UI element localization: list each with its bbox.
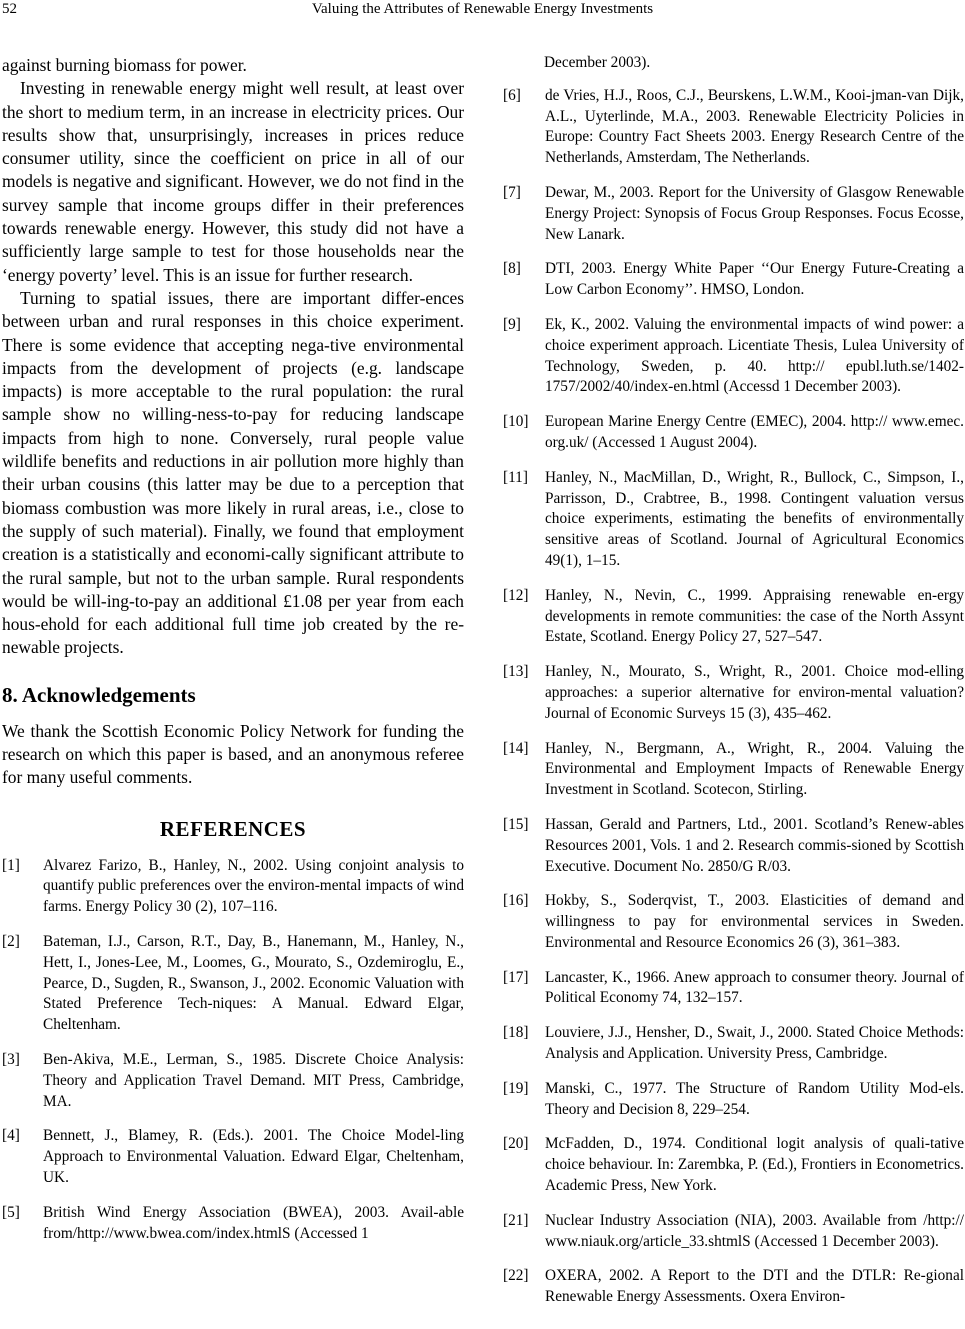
- reference-item: [503, 468, 964, 572]
- reference-text: Alvarez Farizo, B., Hanley, N., 2002. Using conjoint analysis to quantify public preferences over the environ-mental impacts of wind farms. Energy Policy 30 (2), 107–116.: [43, 856, 464, 916]
- reference-continuation: December 2003).: [544, 54, 651, 71]
- reference-item: [503, 259, 964, 301]
- right-column: [503, 53, 964, 1322]
- reference-item: [503, 739, 964, 801]
- reference-number: [8]: [503, 260, 521, 278]
- reference-item: [503, 86, 964, 169]
- reference-number: [22]: [503, 1267, 529, 1285]
- reference-text: Manski, C., 1977. The Structure of Random Utility Mod-els. Theory and Decision 8, 229–254.: [545, 1079, 964, 1118]
- reference-item: [503, 183, 964, 245]
- reference-text: McFadden, D., 1974. Conditional logit analysis of quali-tative choice behaviour. In: Zarembka, P. (Ed.), Frontiers in Econometrics. Academic Press, New York.: [545, 1135, 964, 1195]
- reference-text: Dewar, M., 2003. Report for the University of Glasgow Renewable Energy Project: Synopsis of Focus Group Responses. Focus Ecosse, New Lanark.: [545, 183, 964, 243]
- reference-item: [2, 1050, 464, 1112]
- reference-number: [18]: [503, 1024, 529, 1042]
- reference-number: [5]: [2, 1203, 20, 1221]
- reference-number: [19]: [503, 1079, 529, 1097]
- reference-item: [503, 891, 964, 953]
- reference-number: [21]: [503, 1211, 529, 1229]
- reference-text: Hassan, Gerald and Partners, Ltd., 2001. Scotland’s Renew-ables Resources 2001, Vols. 1 and 2. Research commis-sioned by Scottish Executive. Document No. 2850/G R/03.: [545, 815, 964, 875]
- reference-text: OXERA, 2002. A Report to the DTI and the DTLR: Re-gional Renewable Energy Assessments. Oxera Environ-: [545, 1267, 964, 1306]
- reference-text: de Vries, H.J., Roos, C.J., Beurskens, L.W.M., Kooi-jman-van Dijk, A.L., Uyterlinde, M.A., 2003. Renewable Electricity Policies in Europe: Country Fact Sheets 2003. Energy Research Centre of the Netherlands, Amsterdam, The Netherlands.: [545, 86, 964, 167]
- reference-text: European Marine Energy Centre (EMEC), 2004. http:// www.emec. org.uk/ (Accessed 1 August 2004).: [545, 413, 964, 451]
- reference-item: [503, 1079, 964, 1121]
- reference-text: Louviere, J.J., Hensher, D., Swait, J., 2000. Stated Choice Methods: Analysis and Application. University Press, Cambridge.: [545, 1024, 964, 1063]
- reference-number: [3]: [2, 1050, 20, 1068]
- reference-list: [2, 856, 464, 1245]
- reference-number: [13]: [503, 663, 529, 681]
- reference-text: Ek, K., 2002. Valuing the environmental impacts of wind power: a choice experiment approach. Licentiate Thesis, Lulea University of Technology, Sweden, p. 40. http:// epubl.luth.se/1402-1757/2002/40/index-en.html (Accessd 1 December 2003).: [545, 315, 964, 396]
- references-heading: REFERENCES: [159, 816, 307, 841]
- reference-text: Bennett, J., Blamey, R. (Eds.). 2001. The Choice Model-ling Approach to Environmental Valuation. Edward Elgar, Cheltenham, UK.: [43, 1127, 464, 1186]
- reference-number: [11]: [503, 468, 528, 486]
- left-column: [2, 54, 464, 1258]
- reference-text: Hanley, N., MacMillan, D., Wright, R., Bullock, C., Simpson, I., Parrisson, D., Crabtree, B., 1998. Contingent valuation versus choice experiments, estimating the benefits of environmentally sensitive areas of Scotland. Journal of Agricultural Economics 49(1), 1–15.: [545, 468, 964, 569]
- reference-number: [20]: [503, 1135, 529, 1153]
- reference-text: Nuclear Industry Association (NIA), 2003. Available from /http:// www.niauk.org/article_33.shtmlS (Accessed 1 December 2003).: [545, 1211, 964, 1250]
- reference-text: British Wind Energy Association (BWEA), 2003. Avail-able from/http://www.bwea.com/index.htmlS (Accessed 1: [43, 1203, 464, 1242]
- reference-item: [503, 968, 964, 1010]
- reference-item: [2, 1203, 464, 1245]
- acknowledgements-text: We thank the Scottish Economic Policy Network for funding the research on which this paper is based, and an anonymous referee for many useful comments.: [2, 720, 464, 788]
- paragraph: against burning biomass for power.: [2, 55, 247, 75]
- reference-text: Lancaster, K., 1966. Anew approach to consumer theory. Journal of Political Economy 74, 132–157.: [545, 968, 964, 1007]
- reference-list: [503, 86, 964, 1308]
- reference-item: [503, 1134, 964, 1196]
- reference-item: [2, 856, 464, 918]
- reference-number: [17]: [503, 968, 529, 986]
- reference-number: [4]: [2, 1127, 20, 1145]
- reference-number: [14]: [503, 739, 529, 757]
- acknowledgements-heading: 8. Acknowledgements: [2, 682, 196, 707]
- reference-item: [503, 662, 964, 724]
- reference-item: [503, 815, 964, 877]
- reference-text: Hanley, N., Mourato, S., Wright, R., 2001. Choice mod-elling approaches: a superior alternative for environ-mental valuation? Journal of Economic Surveys 15 (3), 435–462.: [545, 663, 964, 722]
- reference-item: [503, 315, 964, 398]
- reference-text: Hokby, S., Soderqvist, T., 2003. Elasticities of demand and willingness to pay for environmental services in Sweden. Environmental and Resource Economics 26 (3), 361–383.: [545, 892, 964, 951]
- reference-item: [2, 1126, 464, 1188]
- reference-number: [1]: [2, 856, 20, 874]
- paragraph: Investing in renewable energy might well result, at least over the short to medium term, in an increase in electricity prices. Our results show that, unsurprisingly, increases in prices reduce consumer utility, since the coefficient on price in all of our models is negative and significant. However, we do not find in the survey sample that income groups differ in their preferences towards renewable energy. However, this study did not have a sufficiently large sample to test for those households near the ‘energy poverty’ level. This is an issue for further research.: [2, 78, 464, 285]
- reference-text: DTI, 2003. Energy White Paper ‘‘Our Energy Future-Creating a Low Carbon Economy’’. HMSO, London.: [545, 260, 964, 299]
- reference-number: [15]: [503, 815, 529, 833]
- reference-number: [12]: [503, 586, 529, 604]
- reference-number: [10]: [503, 413, 529, 431]
- reference-item: [503, 1023, 964, 1065]
- page-number: 52: [2, 1, 17, 17]
- running-header: [0, 0, 965, 22]
- running-title: Valuing the Attributes of Renewable Energy Investments: [311, 1, 654, 17]
- reference-number: [16]: [503, 892, 529, 910]
- reference-item: [503, 1211, 964, 1253]
- reference-number: [2]: [2, 933, 20, 950]
- reference-item: [503, 586, 964, 648]
- reference-text: Ben-Akiva, M.E., Lerman, S., 1985. Discrete Choice Analysis: Theory and Application Travel Demand. MIT Press, Cambridge, MA.: [43, 1050, 464, 1110]
- reference-item: [503, 412, 964, 454]
- reference-text: Hanley, N., Nevin, C., 1999. Appraising renewable en-ergy developments in remote communities: the case of the North Assynt Estate, Scotland. Energy Policy 27, 527–547.: [545, 586, 964, 646]
- reference-text: Hanley, N., Bergmann, A., Wright, R., 2004. Valuing the Environmental and Employment Impacts of Renewable Energy Investment in Scotland. Scotecon, Stirling.: [545, 739, 964, 799]
- reference-text: Bateman, I.J., Carson, R.T., Day, B., Hanemann, M., Hanley, N., Hett, I., Jones-Lee, M., Loomes, G., Mourato, S., Ozdemiroglu, E., Pearce, D., Sugden, R., Swanson, J., 2002. Economic Valuation with Stated Preference Tech-niques: A Manual. Edward Elgar, Cheltenham.: [43, 933, 464, 1034]
- reference-number: [9]: [503, 315, 521, 333]
- reference-number: [7]: [503, 183, 521, 201]
- paragraph: Turning to spatial issues, there are important differ-ences between urban and rural responses in this choice experiment. There is some evidence that accepting nega-tive environmental impacts from the development of projects (e.g. landscape impacts) is more acceptable to the rural population: the rural sample show no willing-ness-to-pay for reducing landscape impacts from high to none. Conversely, rural people value wildlife benefits and reductions in air pollution more highly than their urban cousins (this latter may be due to a perception that biomass combustion was more likely in rural areas, i.e., close to the supply of such material). Finally, we found that employment creation is a statistically and economi-cally significant attribute to the rural sample, but not to the urban sample. Rural respondents would be will-ing-to-pay an additional £1.08 per year from each hous-ehold for each additional full time job created by the re-newable projects.: [2, 287, 464, 658]
- reference-item: [2, 932, 464, 1036]
- reference-item: [503, 1266, 964, 1308]
- reference-number: [6]: [503, 86, 521, 104]
